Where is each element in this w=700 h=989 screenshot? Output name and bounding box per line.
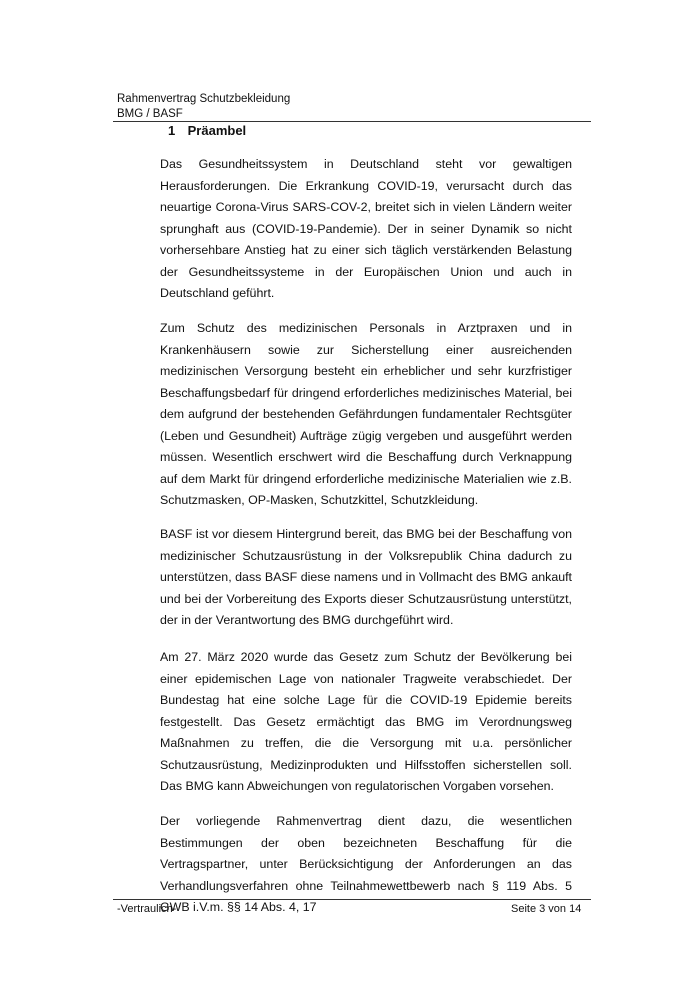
page-header [117,92,290,122]
header-divider [113,121,591,122]
paragraph-2: Zum Schutz des medizinischen Personals in Arztpraxen und in Krankenhäusern sowie zur Sicherstellung einer ausreichenden medizinischen Versorgung besteht ein erheblicher und sehr kurzfristiger Beschaffungsbedarf für dringend erforderliches medizinisches Material, bei dem aufgrund der bestehenden Gefährdungen fundamentaler Rechtsgüter (Leben und Gesundheit) Aufträge zügig vergeben und ausgeführt werden müssen. Wesentlich erschwert wird die Beschaffung durch Verknappung auf dem Markt für dringend erforderliche medizinische Materialien wie z.B. Schutzmasken, OP-Masken, Schutzkittel, Schutzkleidung. [160,321,572,507]
paragraph-5: Der vorliegende Rahmenvertrag dient dazu, die wesentlichen Bestimmungen der oben bezeichneten Beschaffung für die Vertragspartner, unter Berücksichtigung der Anforderungen an das Verhandlungsverfahren ohne Teilnahmewettbewerb nach § 119 Abs. 5 GWB i.V.m. §§ 14 Abs. 4, 17 [160,814,572,914]
paragraph-1: Das Gesundheitssystem in Deutschland steht vor gewaltigen Herausforderungen. Die Erkrankung COVID-19, verursacht durch das neuartige Corona-Virus SARS-COV-2, breitet sich in vielen Ländern weiter sprunghaft aus (COVID-19-Pandemie). Der in seiner Dynamik so nicht vorhersehbare Anstieg hat zu einer sich täglich verstärkenden Belastung der Gesundheitssysteme in der Europäischen Union und auch in Deutschland geführt. [160,157,572,300]
header-parties: BMG / BASF [117,108,183,120]
section-title: Präambel [187,123,247,138]
paragraph-4: Am 27. März 2020 wurde das Gesetz zum Schutz der Bevölkerung bei einer epidemischen Lage von nationaler Tragweite verabschiedet. Der Bundestag hat eine solche Lage für die COVID-19 Epidemie bereits festgestellt. Das Gesetz ermächtigt das BMG im Verordnungsweg Maßnahmen zu treffen, die die Versorgung mit u.a. persönlicher Schutzausrüstung, Medizinprodukten und Hilfsstoffen sicherstellen soll. Das BMG kann Abweichungen von regulatorischen Vorgaben vorsehen. [160,650,572,793]
confidentiality-label: -Vertraulich- [117,903,177,915]
header-title: Rahmenvertrag Schutzbekleidung [117,93,291,105]
page-number: Seite 3 von 14 [511,903,582,915]
footer-divider [113,899,591,900]
paragraph-3: BASF ist vor diesem Hintergrund bereit, das BMG bei der Beschaffung von medizinischer Schutzausrüstung in der Volksrepublik China dadurch zu unterstützen, dass BASF diese namens und in Vollmacht des BMG ankauft und bei der Vorbereitung des Exports dieser Schutzausrüstung unterstützt, der in der Verantwortung des BMG durchgeführt wird. [160,527,572,627]
section-heading [168,123,246,138]
section-number: 1 [168,123,176,138]
